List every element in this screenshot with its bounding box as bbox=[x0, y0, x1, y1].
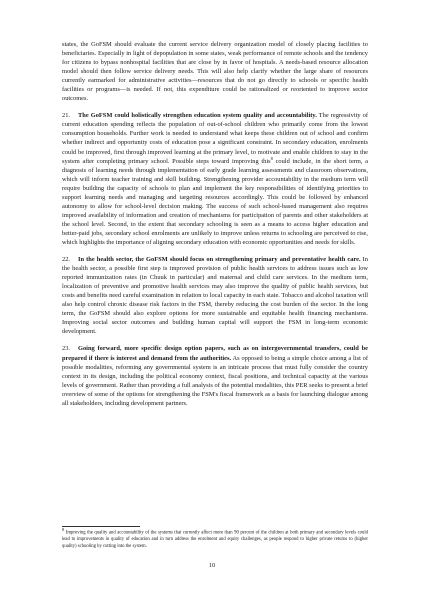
paragraph-heading: In the health sector, the GoFSM should focus on strengthening primary and preventative health care. bbox=[78, 256, 361, 264]
paragraph-intro bbox=[62, 40, 368, 103]
paragraph-number: 23. bbox=[62, 345, 70, 353]
footnote-divider bbox=[62, 526, 140, 527]
paragraph-text: As opposed to being a simple choice among a list of possible modalities, reforming any governmental system is an intricate process that must fully consider the country context in its design, including the political economy context, fiscal positions, and technical capacity at the various levels of government. Rather than providing a full analysis of the potential modalities, this PER seeks to present a brief overview of some of the options for strengthening the FSM's fiscal framework as a basis for launching dialogue among all stakeholders, including development partners. bbox=[62, 354, 368, 407]
paragraph-23 bbox=[62, 344, 368, 407]
paragraph-text: states, the GoFSM should evaluate the current service delivery organization model of closely placing facilities to beneficiaries. Especially in light of depopulation in some states, weak performance of remote schools and the tendency for citizens to bypass nonhospital facilities that are close by in favor of hospitals. A needs-based resource allocation model should then follow service delivery needs. This will also help clarify whether the large share of resources currently earmarked for administrative activities—resources that do not go directly to schools or specific health facilities or programs—is needed. If not, this expenditure could be rationalized or reoriented to improve sector outcomes. bbox=[62, 41, 368, 103]
paragraph-number: 21. bbox=[62, 112, 70, 120]
paragraph-text: In the health sector, a possible first step is improved provision of public health services to address issues such as low reported immunization rates (in Chuuk in particular) and maternal and child care services. In the medium term, localization of preventive and promotive health services may also improve the quality of public health services, but costs and benefits need careful examination in relation to local capacity in each state. Tobacco and alcohol taxation will also help control chronic disease risk factors in the FSM, thereby reducing the cost burden of the sector. In the long term, the GoFSM should also explore options for more sustainable and equitable health financing mechanisms. Improving social sector outcomes and building human capital will support the FSM in long-term economic development. bbox=[62, 256, 369, 336]
paragraph-text-continued: could include, in the short term, a diagnosis of learning needs through implementation of early grade learning assessments and classroom observations, which will inform teacher training and skill building. Strengthening provider accountability in the medium term will require building the capacity of schools to plan and implement the key responsibilities of identifying priorities to support learning needs and managing and targeting resources accordingly. This could be followed by enhanced autonomy to allow for school-level decision making. The success of such school-based management also requires improved availability of information and creation of mechanisms for participation of parents and other stakeholders at the school level. Second, to the extent that secondary schooling is seen as a means to access higher education and better-paid jobs, secondary school enrolments are unlikely to improve unless returns to schooling are perceived to rise, which highlights the importance of aligning secondary education with economic opportunities and needs for skills. bbox=[62, 157, 368, 246]
paragraph-heading: The GoFSM could holistically strengthen education system quality and accountability. bbox=[78, 112, 317, 120]
footnote bbox=[62, 527, 368, 550]
footnote-reference[interactable]: 8 bbox=[270, 155, 273, 161]
body-text bbox=[62, 40, 368, 416]
paragraph-22 bbox=[62, 255, 368, 336]
paragraph-number: 22. bbox=[62, 256, 70, 264]
footnote-marker: 8 bbox=[62, 527, 65, 532]
page-number: 10 bbox=[208, 562, 216, 569]
footnote-text: Improving the quality and accountability of the systems that currently affect more than 90 percent of the children at both primary and secondary levels could lead to improvements in quality of education and in turn address the enrolment and equity challenges, as people respond to higher private returns to (higher quality) schooling by cutting into the system. bbox=[62, 530, 368, 549]
paragraph-text: The regressivity of current education spending reflects the population of out-of-school children who primarily come from the lowest consumption households. Further work is needed to understand what keeps these children out of school and confirm whether indirect and opportunity costs of education pose a significant constraint. In secondary education, enrolments could be improved, first through improved learning at the primary level, to motivate and enable children to stay in the system after completing primary school. Possible steps toward improving this bbox=[62, 112, 368, 165]
paragraph-21 bbox=[62, 111, 368, 247]
paragraph-heading: Going forward, more specific design option papers, such as on intergovernmental transfers, could be prepared if there is interest and demand from the authorities. bbox=[62, 345, 368, 362]
